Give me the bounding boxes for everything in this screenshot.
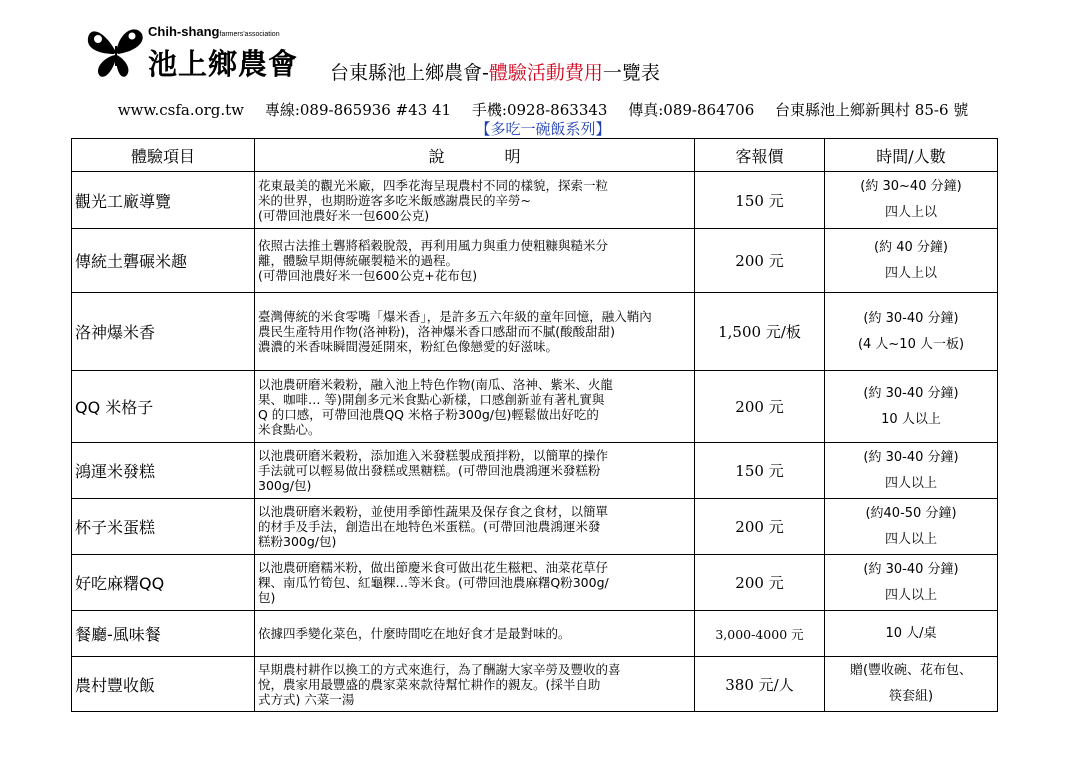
time-line: 四人以上 <box>884 587 937 603</box>
logo-en-text: Chih-shang <box>148 24 220 39</box>
row-description <box>255 172 695 229</box>
row-item: 好吃麻糬QQ <box>72 555 255 611</box>
butterfly-icon <box>86 24 146 80</box>
row-price: 200 元 <box>695 229 825 293</box>
description-line: 的材手及手法，創造出在地特色米蛋糕。(可帶回池農鴻運米發 <box>258 519 601 534</box>
description-line: 糕粉300g/包) <box>258 534 337 549</box>
description-line: 悅，農家用最豐盛的農家菜來款待幫忙耕作的親友。(採半自助 <box>258 676 601 692</box>
time-line: 筷套組) <box>888 689 934 704</box>
time-line: 10 人以上 <box>881 411 941 427</box>
row-item: 鴻運米發糕 <box>72 443 255 499</box>
row-price: 200 元 <box>695 371 825 443</box>
row-item: 傳統土礱碾米趣 <box>72 229 255 293</box>
row-time <box>825 293 998 371</box>
description-line: 包) <box>258 590 276 605</box>
description-line: (可帶回池農好米一包600公克+花布包) <box>258 268 478 283</box>
row-price: 380 元/人 <box>695 657 825 712</box>
address: 台東縣池上鄉新興村 85-6 號 <box>775 101 969 119</box>
description-line: 以池農研磨米穀粉，並使用季節性蔬果及保存食之食材，以簡單 <box>258 504 609 519</box>
title-part1: 台東縣池上鄉農會- <box>330 62 489 84</box>
row-time <box>825 172 998 229</box>
row-description <box>255 229 695 293</box>
row-item: 餐廳-風味餐 <box>72 611 255 657</box>
fee-table <box>71 138 998 712</box>
description-line: 以池農研磨米穀粉，添加進入米發糕製成預拌粉，以簡單的操作 <box>258 448 609 463</box>
table-row <box>72 499 998 555</box>
description-line: (可帶回池農好米一包600公克) <box>258 207 430 223</box>
logo-en-sub: farmers'association <box>219 31 280 38</box>
row-price: 1,500 元/板 <box>695 293 825 371</box>
contact-line <box>0 99 1086 120</box>
description-line: 依據四季變化菜色，什麼時間吃在地好食才是最對味的。 <box>258 626 571 641</box>
row-item: QQ 米格子 <box>72 371 255 443</box>
row-price: 200 元 <box>695 499 825 555</box>
description-line: 依照古法推土礱將稻穀脫殼，再利用風力與重力使粗糠與糙米分 <box>258 238 609 253</box>
row-item: 洛神爆米香 <box>72 293 255 371</box>
row-time <box>825 555 998 611</box>
time-line: (約 30-40 分鐘) <box>863 561 959 577</box>
row-description <box>255 555 695 611</box>
page-title <box>330 58 660 85</box>
table-header-row <box>72 139 998 172</box>
fax: 傳真:089-864706 <box>628 101 755 119</box>
row-description <box>255 293 695 371</box>
table-row <box>72 555 998 611</box>
description-line: 早期農村耕作以換工的方式來進行，為了酬謝大家辛勞及豐收的喜 <box>258 661 621 677</box>
row-price: 3,000-4000 元 <box>695 611 825 657</box>
row-price: 150 元 <box>695 443 825 499</box>
table-row <box>72 371 998 443</box>
logo <box>86 20 299 84</box>
header-desc: 說明 <box>255 139 695 172</box>
header-item: 體驗項目 <box>72 139 255 172</box>
description-line: 米食點心。 <box>258 421 321 437</box>
time-line: 四人以上 <box>884 475 937 491</box>
time-line: (約 30-40 分鐘) <box>863 449 959 465</box>
table-row <box>72 293 998 371</box>
row-time <box>825 499 998 555</box>
time-line: 四人上以 <box>884 205 937 220</box>
row-item: 杯子米蛋糕 <box>72 499 255 555</box>
description-line: 果、咖啡… 等)開創多元米食點心新樣，口感創新並有著札實與 <box>258 391 605 407</box>
time-line: 四人以上 <box>884 531 937 547</box>
row-time <box>825 443 998 499</box>
website: www.csfa.org.tw <box>117 101 245 119</box>
description-line: 農民生產特用作物(洛神粉)，洛神爆米香口感甜而不膩(酸酸甜甜) <box>258 324 616 339</box>
table-row <box>72 443 998 499</box>
row-description <box>255 443 695 499</box>
description-line: 式方式) 六菜一湯 <box>258 691 355 707</box>
row-description <box>255 657 695 712</box>
title-part3: 一覽表 <box>602 62 660 84</box>
time-line: 贈(豐收碗、花布包、 <box>849 663 973 678</box>
time-line: 10 人/桌 <box>885 625 937 641</box>
description-line: 以池農研磨糯米粉，做出節慶米食可做出花生糍粑、油菜花草仔 <box>258 560 609 575</box>
table-row <box>72 172 998 229</box>
table-row <box>72 229 998 293</box>
row-description <box>255 499 695 555</box>
row-price: 150 元 <box>695 172 825 229</box>
row-description <box>255 611 695 657</box>
description-line: 臺灣傳統的米食零嘴「爆米香」，是許多五六年級的童年回憶，融入鞘內 <box>258 309 652 324</box>
header-time: 時間/人數 <box>825 139 998 172</box>
time-line: (約40-50 分鐘) <box>865 505 957 521</box>
row-item: 農村豐收飯 <box>72 657 255 712</box>
row-time <box>825 229 998 293</box>
row-time <box>825 657 998 712</box>
row-price: 200 元 <box>695 555 825 611</box>
phone: 專線:089-865936 #43 41 <box>264 101 452 119</box>
time-line: (約 30-40 分鐘) <box>863 385 959 401</box>
row-time <box>825 371 998 443</box>
description-line: 手法就可以輕易做出發糕或黑糖糕。(可帶回池農鴻運米發糕粉 <box>258 463 601 478</box>
time-line: 四人上以 <box>884 265 937 281</box>
time-line: (約 30~40 分鐘) <box>860 179 962 194</box>
header-price: 客報價 <box>695 139 825 172</box>
description-line: 以池農研磨米穀粉，融入池上特色作物(南瓜、洛神、紫米、火龍 <box>258 376 613 392</box>
time-line: (約 40 分鐘) <box>874 239 948 255</box>
time-line: (4 人~10 人一板) <box>857 336 965 352</box>
mobile: 手機:0928-863343 <box>471 101 608 119</box>
row-item: 觀光工廠導覽 <box>72 172 255 229</box>
time-line: (約 30-40 分鐘) <box>863 310 959 326</box>
description-line: 米的世界，也期盼遊客多吃米飯感謝農民的辛勞~ <box>258 192 531 208</box>
series-title: 【多吃一碗飯系列】 <box>475 120 611 138</box>
description-line: 離，體驗早期傳統碾製糙米的過程。 <box>258 253 459 268</box>
table-row <box>72 611 998 657</box>
row-description <box>255 371 695 443</box>
description-line: Q 的口感，可帶回池農QQ 米格子粉300g/包)輕鬆做出好吃的 <box>258 406 599 422</box>
description-line: 粿、南瓜竹筍包、紅龜粿…等米食。(可帶回池農麻糬Q粉300g/ <box>258 575 609 590</box>
title-highlight: 體驗活動費用 <box>488 62 603 84</box>
description-line: 花東最美的觀光米廠，四季花海呈現農村不同的樣貌，探索一粒 <box>258 177 609 193</box>
logo-english <box>148 24 280 39</box>
table-row <box>72 657 998 712</box>
logo-chinese: 池上鄉農會 <box>148 47 299 81</box>
description-line: 300g/包) <box>258 478 312 493</box>
description-line: 濃濃的米香味瞬間漫延開來，粉紅色像戀愛的好滋味。 <box>258 339 559 354</box>
row-time <box>825 611 998 657</box>
